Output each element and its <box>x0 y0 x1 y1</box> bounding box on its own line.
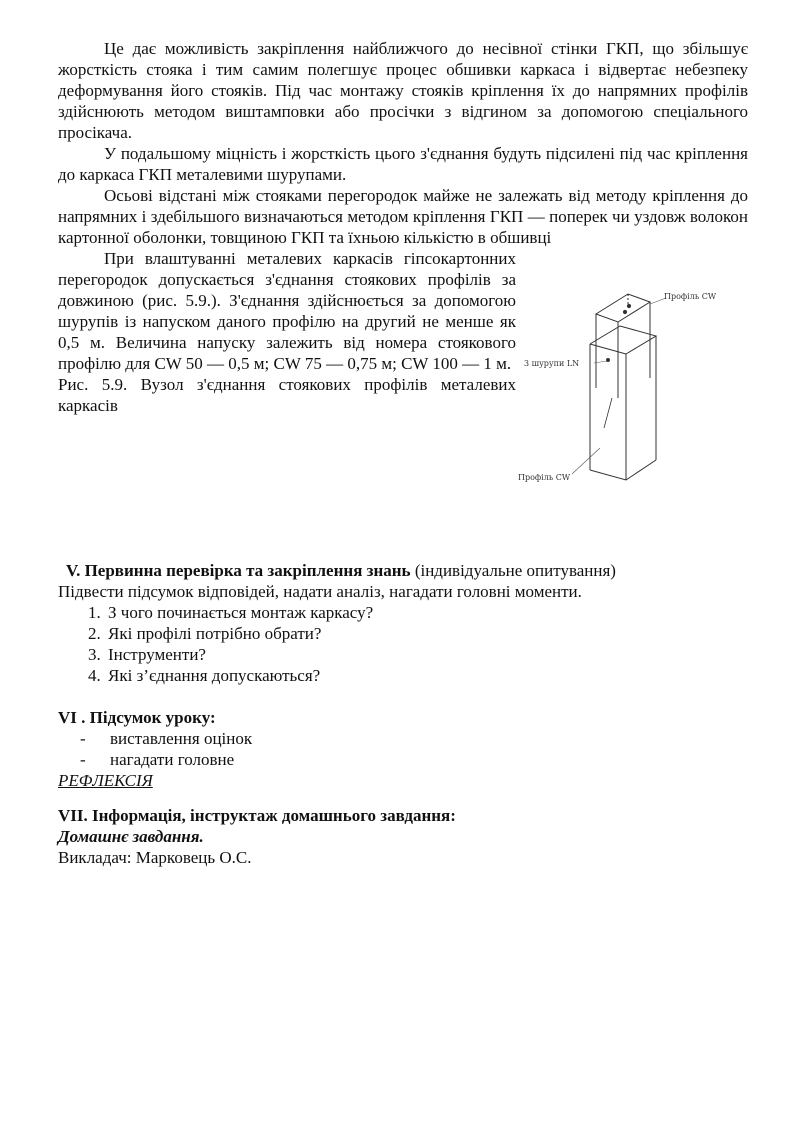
section-6-title: VI . Підсумок уроку: <box>58 708 216 727</box>
question-item: 1. З чого починається монтаж каркасу? <box>105 602 748 623</box>
reflection-label: РЕФЛЕКСІЯ <box>58 771 153 790</box>
figure-block <box>58 248 748 508</box>
paragraph-2: У подальшому міцність і жорсткість цього з'єднання будуть підсилені під час кріплення до каркаса ГКП металевими шурупами. <box>58 144 748 184</box>
document-page <box>58 38 748 868</box>
question-item: 2. Які профілі потрібно обрати? <box>105 623 748 644</box>
figure-caption: Рис. 5.9. Вузол з'єднання стоякових профілів металевих каркасів <box>58 375 516 415</box>
summary-list <box>58 728 748 770</box>
section-5-intro: Підвести підсумок відповідей, надати аналіз, нагадати головні моменти. <box>58 582 582 601</box>
paragraph-4: При влаштуванні металевих каркасів гіпсокартонних перегородок допускається з'єднання стоякових профілів за довжиною (рис. 5.9.). З'єднання здійснюється за допомогою шурупів із напуском даного профілю на другий не менше як 0,5 м. Величина напуску залежить від номера стоякового профілю для CW 50 — 0,5 м; CW 75 — 0,75 м; CW 100 — 1 м. <box>58 249 516 373</box>
section-5-title: V. Первинна перевірка та закріплення знань <box>66 561 411 580</box>
question-item: 4. Які з’єднання допускаються? <box>105 665 748 686</box>
summary-item <box>80 749 748 770</box>
question-item: 3. Інструменти? <box>105 644 748 665</box>
dash-marker: - <box>80 729 86 748</box>
section-5-heading <box>58 560 748 581</box>
teacher-line: Викладач: Марковець О.С. <box>58 848 252 867</box>
summary-item-text: виставлення оцінок <box>110 729 253 748</box>
dash-marker: - <box>80 750 86 769</box>
figure-label-mid: 3 шурупи LN <box>524 359 580 368</box>
question-list <box>58 602 748 686</box>
section-5-subtitle: (індивідуальне опитування) <box>414 561 616 580</box>
figure-text <box>58 248 516 508</box>
section-7-title: VII. Інформація, інструктаж домашнього завдання: <box>58 806 456 825</box>
homework-label: Домашнє завдання. <box>58 827 204 846</box>
upper-profile-drawing <box>596 294 650 398</box>
profile-joint-figure <box>516 248 748 508</box>
summary-item-text: нагадати головне <box>110 750 235 769</box>
figure-label-bottom: Профіль CW <box>518 473 571 482</box>
lower-profile-drawing <box>590 326 656 480</box>
paragraph-3: Осьові відстані між стояками перегородок майже не залежать від методу кріплення до напрямних і здебільшого визначаються методом кріплення ГКП — поперек чи уздовж волокон картонної оболонки, товщиною ГКП та їхньою кількістю в обшивці <box>58 186 748 247</box>
paragraph-1: Це дає можливість закріплення найближчого до несівної стінки ГКП, що збільшує жорсткість стояка і тим самим полегшує процес обшивки каркаса і відвертає небезпеку деформування його стояків. Під час монтажу стояків кріплення їх до напрямних профілів здійснюють методом виштамповки або просічки з відгином за допомогою спеціального просікача. <box>58 39 748 142</box>
summary-item <box>80 728 748 749</box>
figure-label-top: Профіль CW <box>664 292 717 301</box>
